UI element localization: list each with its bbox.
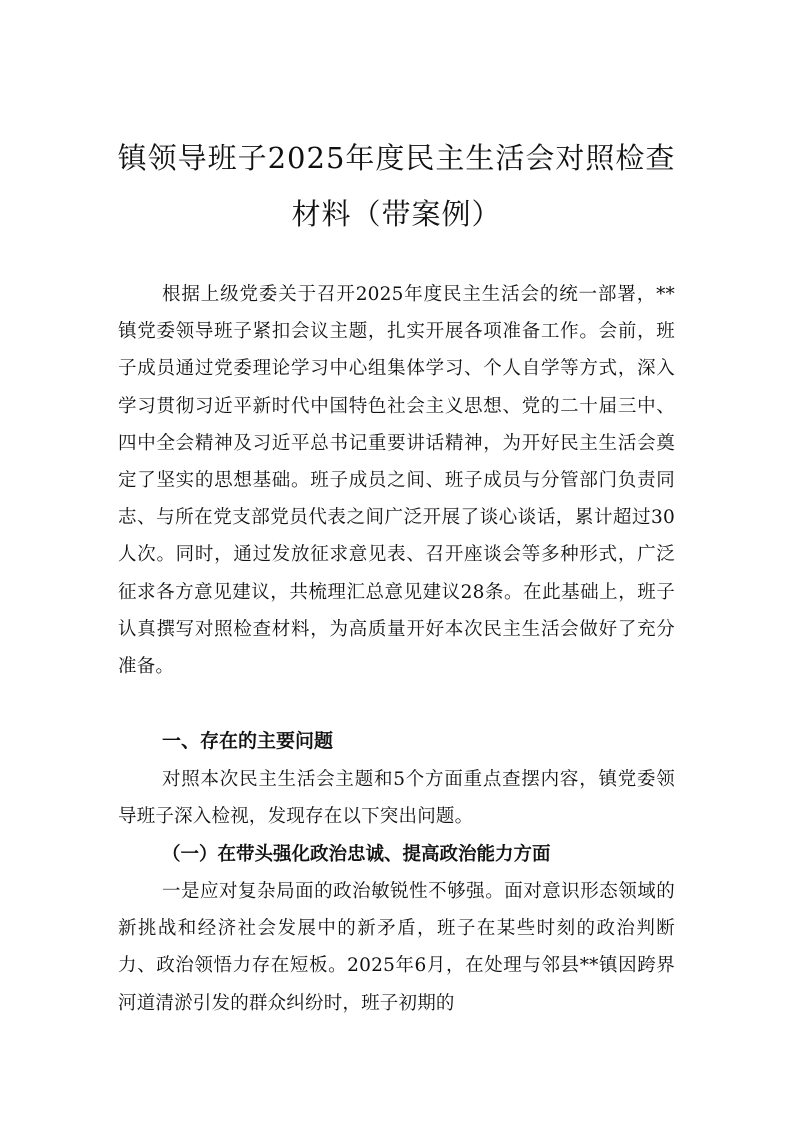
document-title-line-2: 材料（带案例） <box>291 197 502 231</box>
intro-paragraph: 根据上级党委关于召开2025年度民主生活会的统一部署，**镇党委领导班子紧扣会议主题，扎实开展各项准备工作。会前，班子成员通过党委理论学习中心组集体学习、个人自学等方式，深入学习贯彻习近平新时代中国特色社会主义思想、党的二十届三中、四中全会精神及习近平总书记重要讲话精神，为开好民主生活会奠定了坚实的思想基础。班子成员之间、班子成员与分管部门负责同志、与所在党支部党员代表之间广泛开展了谈心谈话，累计超过30人次。同时，通过发放征求意见表、召开座谈会等多种形式，广泛征求各方意见建议，共梳理汇总意见建议28条。在此基础上，班子认真撰写对照检查材料，为高质量开好本次民主生活会做好了充分准备。 <box>118 284 675 678</box>
section-intro-paragraph: 对照本次民主生活会主题和5个方面重点查摆内容，镇党委领导班子深入检视，发现存在以下突出问题。 <box>118 769 675 828</box>
problem-paragraph-1: 一是应对复杂局面的政治敏锐性不够强。面对意识形态领域的新挑战和经济社会发展中的新矛盾，班子在某些时刻的政治判断力、政治领悟力存在短板。2025年6月，在处理与邻县**镇因跨界河道清淤引发的群众纠纷时，班子初期的 <box>118 881 675 1014</box>
subsection-heading-political-loyalty: （一）在带头强化政治忠诚、提高政治能力方面 <box>162 844 551 865</box>
section-heading-main-problems: 一、存在的主要问题 <box>162 730 334 752</box>
document-title-line-1: 镇领导班子2025年度民主生活会对照检查 <box>117 141 676 175</box>
